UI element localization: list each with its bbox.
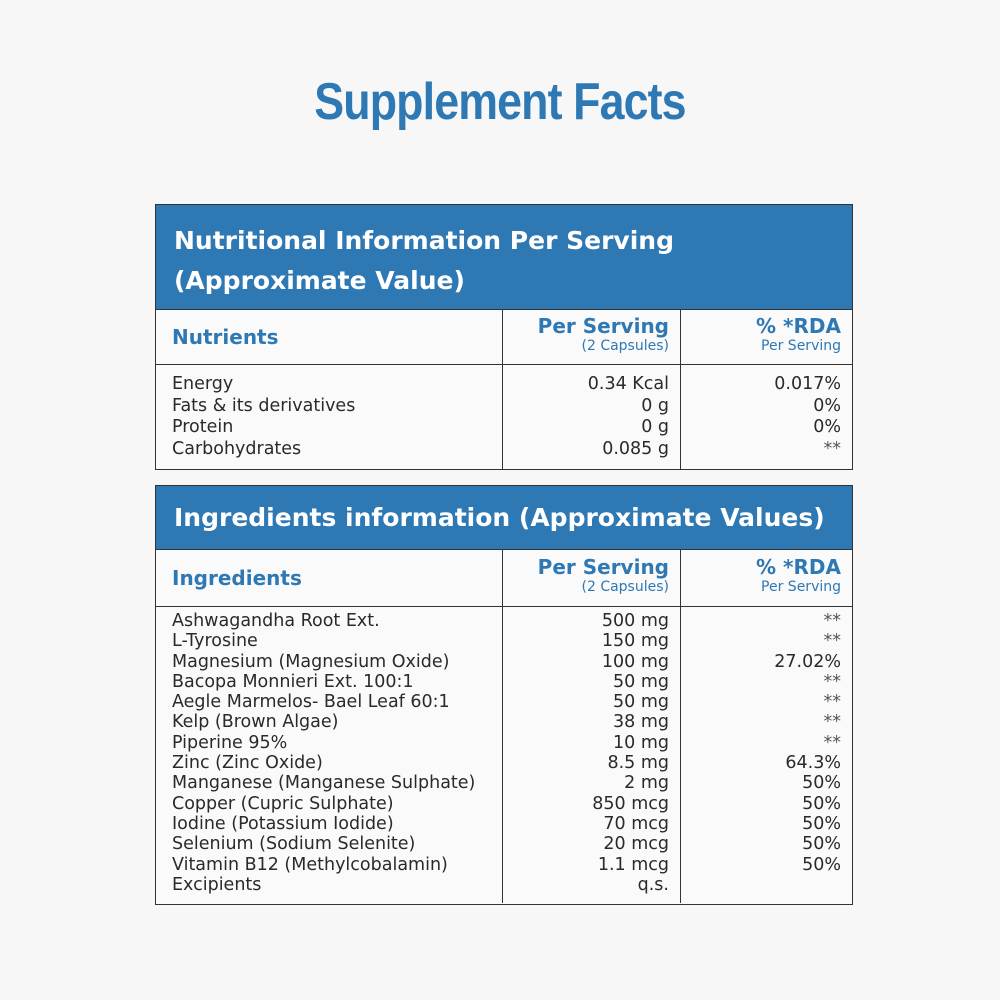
per-serving-sub-label: (2 Capsules) — [581, 579, 669, 595]
rda-label: % *RDA — [756, 555, 841, 579]
ingredients-table — [155, 485, 853, 905]
table-row-amount: 8.5 mg — [607, 753, 669, 774]
table-row-name: Kelp (Brown Algae) — [172, 712, 339, 733]
table-row-name: Iodine (Potassium Iodide) — [172, 813, 394, 834]
rda-label: % *RDA — [756, 314, 841, 338]
column-header-rda — [680, 550, 852, 606]
table-row-rda: 0% — [813, 395, 841, 416]
table-row-amount: 0.34 Kcal — [587, 374, 669, 394]
table-row-rda — [681, 875, 841, 895]
table-row-name: Manganese (Manganese Sulphate) — [172, 773, 476, 794]
column-header-rda — [680, 310, 852, 364]
table-row-rda: 50% — [802, 834, 841, 855]
table-row-amount: q.s. — [637, 874, 669, 895]
ingredient-rda — [680, 607, 852, 903]
table-row-name: Energy — [172, 374, 234, 394]
table-row-rda: 27.02% — [774, 651, 841, 672]
table-row-name: Magnesium (Magnesium Oxide) — [172, 651, 450, 672]
table-row-name: Vitamin B12 (Methylcobalamin) — [172, 854, 448, 875]
table-row-rda: ** — [823, 631, 841, 652]
nutrition-body — [156, 365, 852, 469]
nutrition-table-header — [156, 205, 852, 310]
table-row-amount: 2 mg — [624, 773, 669, 794]
column-header-ingredients — [156, 550, 502, 606]
table-row-rda: ** — [823, 692, 841, 713]
ingredient-amounts — [502, 607, 680, 903]
table-row-rda: ** — [823, 438, 841, 459]
table-row-amount: 500 mg — [601, 611, 669, 631]
table-row-rda: ** — [823, 732, 841, 753]
column-header-per-serving — [502, 310, 680, 364]
table-row-amount: 0.085 g — [602, 438, 669, 459]
rda-sub-label: Per Serving — [761, 338, 841, 354]
table-row-amount: 10 mg — [613, 732, 669, 753]
column-header-per-serving — [502, 550, 680, 606]
table-row-name: Bacopa Monnieri Ext. 100:1 — [172, 671, 414, 692]
table-row-rda: 64.3% — [785, 753, 841, 774]
nutrient-amounts — [502, 365, 680, 469]
table-row-amount: 50 mg — [613, 671, 669, 692]
table-row-amount: 70 mcg — [603, 813, 669, 834]
table-row-rda: ** — [823, 712, 841, 733]
table-row-name: Protein — [172, 417, 234, 437]
table-row-amount: 150 mg — [601, 631, 669, 652]
per-serving-label: Per Serving — [537, 555, 669, 579]
table-row-rda: 0% — [813, 417, 841, 437]
nutrient-rda — [680, 365, 852, 469]
nutrition-header-line2: (Approximate Value) — [174, 266, 465, 295]
nutrition-table — [155, 204, 853, 470]
ingredients-table-header: Ingredients information (Approximate Values) — [156, 486, 852, 550]
table-row-name: Aegle Marmelos- Bael Leaf 60:1 — [172, 692, 450, 713]
ingredients-body — [156, 607, 852, 903]
table-row-amount: 50 mg — [613, 692, 669, 713]
table-row-amount: 38 mg — [613, 712, 669, 733]
column-header-nutrients — [156, 310, 502, 364]
per-serving-sub-label: (2 Capsules) — [581, 338, 669, 354]
nutrients-label: Nutrients — [172, 325, 279, 349]
ingredients-label: Ingredients — [172, 566, 302, 590]
table-row-name: Excipients — [172, 874, 262, 895]
table-row-amount: 850 mcg — [592, 793, 669, 814]
table-row-name: Piperine 95% — [172, 732, 288, 753]
nutrition-header-line1: Nutritional Information Per Serving — [174, 226, 674, 255]
table-row-rda: 50% — [802, 773, 841, 794]
per-serving-label: Per Serving — [537, 314, 669, 338]
table-row-name: Carbohydrates — [172, 438, 302, 459]
table-row-rda: ** — [823, 671, 841, 692]
nutrition-column-headers — [156, 310, 852, 365]
table-row-name: Fats & its derivatives — [172, 395, 356, 416]
rda-sub-label: Per Serving — [761, 579, 841, 595]
table-row-rda: 50% — [802, 813, 841, 834]
table-row-rda: 0.017% — [774, 374, 841, 394]
table-row-amount: 0 g — [641, 395, 669, 416]
ingredients-column-headers — [156, 550, 852, 607]
table-row-rda: 50% — [802, 793, 841, 814]
table-row-amount: 1.1 mcg — [597, 854, 669, 875]
table-row-amount: 100 mg — [601, 651, 669, 672]
ingredient-names — [156, 607, 502, 903]
nutrient-names — [156, 365, 502, 469]
table-row-name: Selenium (Sodium Selenite) — [172, 834, 416, 855]
table-row-amount: 20 mcg — [603, 834, 669, 855]
page-title: Supplement Facts — [314, 73, 686, 131]
table-row-name: Zinc (Zinc Oxide) — [172, 753, 323, 774]
table-row-name: Copper (Cupric Sulphate) — [172, 793, 394, 814]
table-row-rda: ** — [823, 611, 841, 631]
table-row-name: Ashwagandha Root Ext. — [172, 611, 380, 631]
table-row-amount: 0 g — [641, 417, 669, 437]
table-row-name: L-Tyrosine — [172, 631, 258, 652]
table-row-rda: 50% — [802, 854, 841, 875]
